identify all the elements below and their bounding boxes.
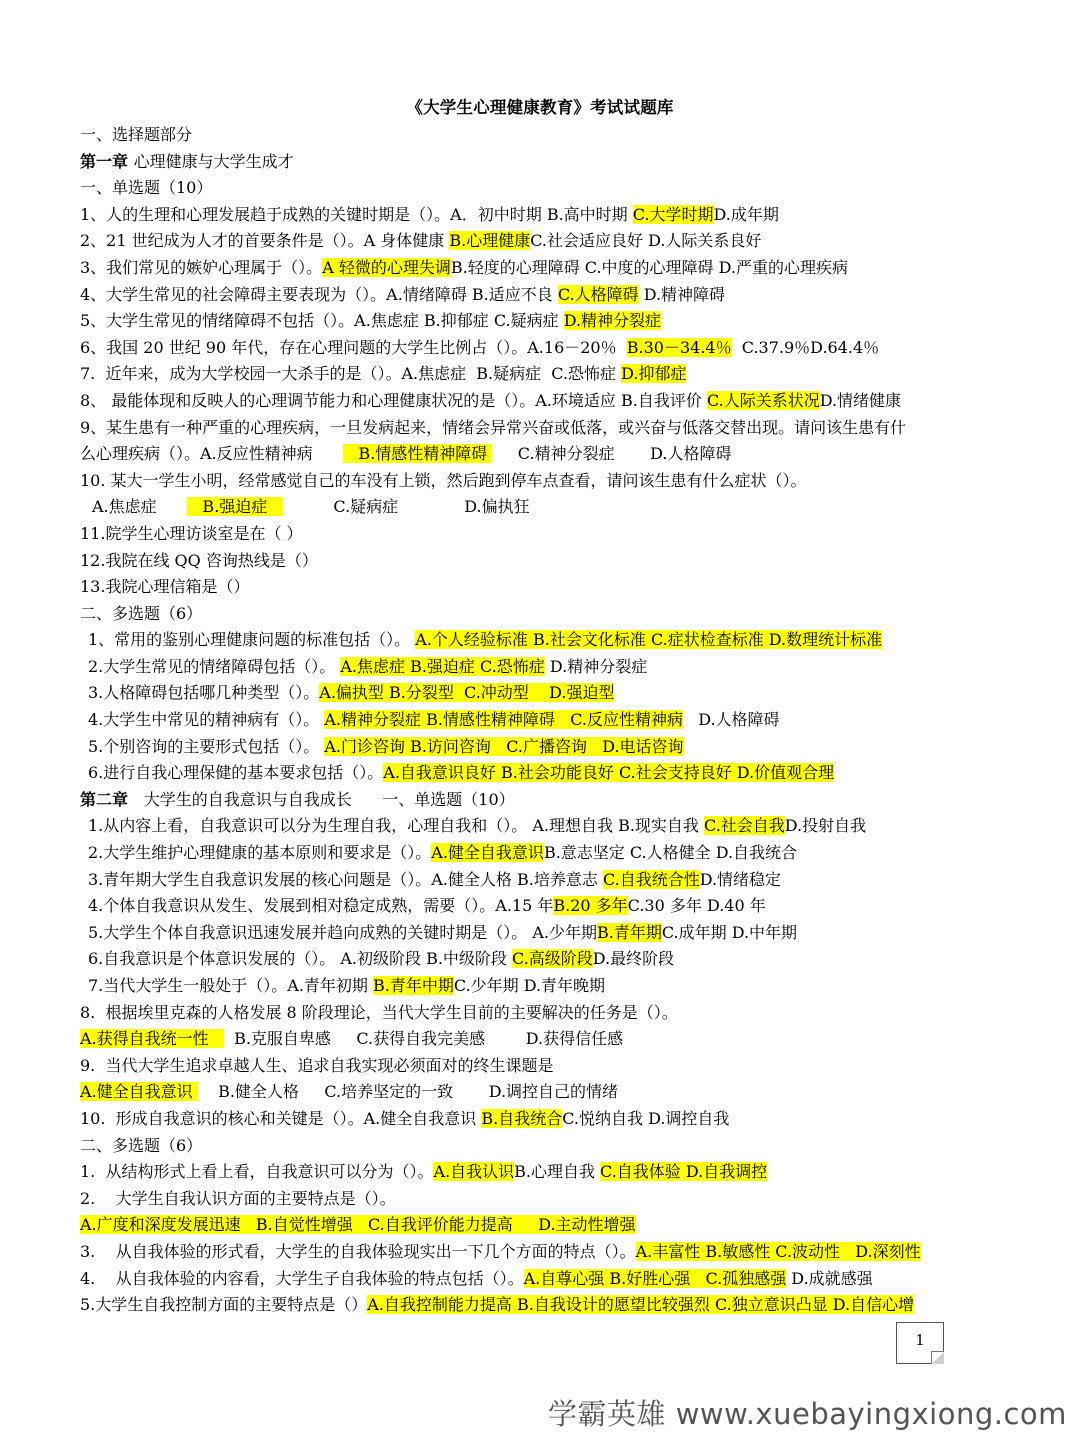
text-segment: 2.大学生常见的情绪障碍包括（）。	[88, 656, 341, 676]
text-line	[80, 760, 1010, 787]
text-segment: 10. 形成自我意识的核心和关键是（）。A.健全自我意识	[80, 1108, 482, 1128]
text-line	[80, 255, 1010, 282]
text-line	[80, 813, 1010, 840]
text-line	[80, 361, 1010, 388]
text-line	[80, 734, 1010, 761]
text-segment: 二、多选题（6）	[80, 1135, 203, 1155]
document-body	[80, 122, 1010, 1319]
highlighted-answer: B.青年中期	[373, 976, 454, 995]
text-segment: C.精神分裂症 D.人格障碍	[492, 444, 732, 464]
text-segment: B.意志坚定 C.人格健全 D.自我统合	[543, 843, 798, 863]
text-segment: 1、常用的鉴别心理健康问题的标准包括（）。	[88, 630, 416, 650]
text-segment: 2.大学生维护心理健康的基本原则和要求是（）。	[88, 843, 432, 863]
text-segment: 5、大学生常见的情绪障碍不包括（）。A.焦虑症 B.抑郁症 C.疑病症	[80, 311, 564, 331]
highlighted-answer: C.社会自我	[704, 816, 785, 836]
text-line	[80, 840, 1010, 867]
highlighted-answer: C.自我统合性	[602, 869, 700, 889]
text-segment: C.成年期 D.中年期	[661, 922, 798, 942]
text-segment: C.少年期 D.青年晚期	[453, 976, 606, 995]
text-line	[80, 415, 1010, 442]
highlighted-answer: D.抑郁症	[621, 364, 687, 384]
text-line	[80, 1000, 1010, 1027]
text-segment: 第二章	[80, 789, 134, 809]
text-segment: 13.我院心理信箱是（）	[80, 577, 250, 597]
text-line	[80, 601, 1010, 628]
text-segment: 4.个体自我意识从发生、发展到相对稳定成熟，需要（）。A.15 年	[88, 896, 554, 916]
text-segment: C.30 多年 D.40 年	[627, 896, 766, 916]
text-line	[80, 335, 1010, 362]
text-line	[80, 973, 1010, 1000]
text-segment: D.情绪健康	[819, 390, 902, 410]
text-segment: 3.青年期大学生自我意识发展的核心问题是（）。A.健全人格 B.培养意志	[88, 869, 603, 889]
text-line	[80, 1239, 1010, 1266]
text-segment: 2、21 世纪成为人才的首要条件是（）。A 身体健康	[80, 231, 450, 251]
text-segment: A.焦虑症	[92, 497, 188, 517]
highlighted-answer: A.门诊咨询 B.访问咨询 C.广播咨询 D.电话咨询	[324, 736, 684, 756]
text-line	[80, 1212, 1010, 1239]
text-segment: 1. 从结构形式上看上看，自我意识可以分为（）。	[80, 1162, 434, 1182]
text-segment: 心理健康与大学生成才	[133, 151, 294, 171]
text-segment: 10. 某大一学生小明，经常感觉自己的车没有上锁，然后跑到停车点查看，请问该生患有什么症状（）。	[80, 470, 807, 490]
text-line	[80, 1186, 1010, 1213]
text-segment: 6.自我意识是个体意识发展的（）。 A.初级阶段 B.中级阶段	[88, 949, 513, 969]
highlighted-answer: B.青年期	[597, 922, 662, 942]
text-segment: 二、多选题（6）	[80, 603, 203, 623]
text-line	[80, 680, 1010, 707]
text-segment: 1、人的生理和心理发展趋于成熟的关键时期是（）。A．初中时期 B.高中时期	[80, 204, 633, 224]
text-segment: 2. 大学生自我认识方面的主要特点是（）。	[80, 1188, 396, 1208]
highlighted-answer: A.获得自我统一性	[80, 1029, 224, 1049]
text-line	[80, 1266, 1010, 1293]
text-segment: 3. 从自我体验的形式看，大学生的自我体验现实出一下几个方面的特点（）。	[80, 1241, 636, 1261]
text-segment: 6.进行自我心理保健的基本要求包括（）。	[88, 763, 384, 783]
text-line	[80, 468, 1010, 495]
text-segment: D.精神分裂症	[544, 656, 648, 676]
text-line	[80, 202, 1010, 229]
text-segment: D.投射自我	[784, 816, 867, 836]
highlighted-answer: B.情感性精神障碍	[343, 444, 493, 464]
highlighted-answer: B.心理健康	[449, 231, 531, 251]
highlighted-answer: A.丰富性 B.敏感性 C.波动性 D.深刻性	[635, 1241, 921, 1261]
text-segment: 8. 根据埃里克森的人格发展 8 阶段理论，当代大学生目前的主要解决的任务是（）。	[80, 1002, 678, 1022]
text-segment: 3.人格障碍包括哪几种类型（）。	[88, 683, 320, 703]
highlighted-answer: C.人际关系状况	[706, 390, 820, 410]
text-line	[80, 441, 1010, 468]
highlighted-answer: A.广度和深度发展迅速 B.自觉性增强 C.自我评价能力提高 D.主动性增强	[80, 1215, 636, 1235]
text-segment: 3、我们常见的嫉妒心理属于（）。	[80, 257, 323, 277]
highlighted-answer: B.自我统合	[481, 1108, 563, 1128]
highlighted-answer: A.自尊心强 B.好胜心强 C.孤独感强	[523, 1268, 787, 1288]
highlighted-answer: A.自我控制能力提高 B.自我设计的愿望比较强烈 C.独立意识凸显 D.自信心增	[367, 1295, 915, 1315]
text-segment: 6、我国 20 世纪 90 年代，存在心理问题的大学生比例占（）。A.16－20％	[80, 337, 627, 357]
text-line	[80, 574, 1010, 601]
text-segment: B.克服自卑感 C.获得自我完美感 D.获得信任感	[223, 1029, 624, 1049]
text-segment: 9. 当代大学生追求卓越人生、追求自我实现必须面对的终生课题是	[80, 1055, 554, 1075]
highlighted-answer: A.个人经验标准 B.社会文化标准 C.症状检查标准 D.数理统计标准	[415, 630, 883, 650]
text-segment: 9、某生患有一种严重的心理疾病，一旦发病起来，情绪会异常兴奋或低落，或兴奋与低落交替出现。请问该生患有什	[80, 417, 907, 437]
text-segment: 4、大学生常见的社会障碍主要表现为（）。A.情绪障碍 B.适应不良	[80, 284, 558, 304]
text-segment: 5.大学生自我控制方面的主要特点是（）	[80, 1295, 368, 1315]
text-line	[80, 867, 1010, 894]
text-segment: D.精神障碍	[638, 284, 726, 304]
text-line	[80, 1026, 1010, 1053]
highlighted-answer: A.自我意识良好 B.社会功能良好 C.社会支持良好 D.价值观合理	[383, 763, 835, 783]
highlighted-answer: C.人格障碍	[557, 284, 639, 304]
text-segment: D.最终阶段	[592, 949, 675, 969]
text-line	[80, 946, 1010, 973]
text-segment: 么心理疾病（）。A.反应性精神病	[80, 444, 344, 464]
text-line	[80, 1079, 1010, 1106]
text-segment: D.情绪稳定	[699, 869, 782, 889]
highlighted-answer: A.健全自我意识	[431, 843, 544, 863]
text-line	[80, 175, 1010, 202]
text-line	[80, 920, 1010, 947]
text-line	[80, 228, 1010, 255]
highlighted-answer: A.自我认识	[433, 1162, 515, 1182]
text-segment: D.人格障碍	[682, 710, 780, 730]
text-line	[80, 122, 1010, 149]
text-segment: 11.院学生心理访谈室是在（ ）	[80, 523, 303, 543]
text-segment: C.37.9％D.64.4％	[731, 337, 880, 357]
text-segment: 7.当代大学生一般处于（）。A.青年初期	[88, 976, 373, 995]
highlighted-answer: A.健全自我意识	[80, 1082, 198, 1102]
text-segment: 5.大学生个体自我意识迅速发展并趋向成熟的关键时期是（）。 A.少年期	[88, 922, 597, 942]
text-segment: C.疑病症 D.偏执狂	[282, 497, 530, 517]
highlighted-answer: C.大学时期	[632, 204, 714, 224]
highlighted-answer: C.自我体验 D.自我调控	[600, 1162, 768, 1182]
text-line	[80, 787, 1010, 814]
text-line	[80, 627, 1010, 654]
text-segment: 8、 最能体现和反映人的心理调节能力和心理健康状况的是（）。A.环境适应 B.自我评价	[80, 390, 707, 410]
text-line	[80, 149, 1010, 176]
text-line	[80, 1106, 1010, 1133]
highlighted-answer: A.焦虑症 B.强迫症 C.恐怖症	[340, 656, 545, 676]
highlighted-answer: C.高级阶段	[512, 949, 593, 969]
text-segment: 第一章	[80, 151, 134, 171]
highlighted-answer: B.30－34.4％	[626, 337, 732, 357]
text-line	[80, 521, 1010, 548]
text-line	[80, 707, 1010, 734]
text-segment: 1.从内容上看，自我意识可以分为生理自我，心理自我和（）。 A.理想自我 B.现实自我	[88, 816, 705, 836]
text-line	[80, 308, 1010, 335]
text-segment: 5.个别咨询的主要形式包括（）。	[88, 736, 325, 756]
highlighted-answer: A.精神分裂症 B.情感性精神障碍 C.反应性精神病	[324, 710, 683, 730]
text-segment: D.成年期	[713, 204, 779, 224]
text-segment: 12.我院在线 QQ 咨询热线是（）	[80, 550, 318, 570]
text-line	[80, 1159, 1010, 1186]
text-segment: C.悦纳自我 D.调控自我	[562, 1108, 730, 1128]
text-line	[80, 654, 1010, 681]
text-segment: 4.大学生中常见的精神病有（）。	[88, 710, 325, 730]
text-line	[80, 1292, 1010, 1319]
highlighted-answer: A 轻微的心理失调	[322, 257, 451, 277]
text-line	[80, 1133, 1010, 1160]
watermark: 学霸英雄 www.xuebayingxiong.com	[548, 1397, 1067, 1431]
highlighted-answer: A.偏执型 B.分裂型 C.冲动型 D.强迫型	[319, 683, 615, 703]
text-segment: 4. 从自我体验的内容看，大学生子自我体验的特点包括（）。	[80, 1268, 524, 1288]
text-segment: 7. 近年来，成为大学校园一大杀手的是（）。A.焦虑症 B.疑病症 C.恐怖症	[80, 364, 622, 384]
text-line	[80, 893, 1010, 920]
text-line	[80, 282, 1010, 309]
text-segment: 一、选择题部分	[80, 125, 193, 144]
text-line	[80, 388, 1010, 415]
text-segment: C.社会适应良好 D.人际关系良好	[530, 231, 762, 251]
text-line	[80, 494, 1010, 521]
text-segment: D.成就感强	[786, 1268, 873, 1288]
text-segment: 一、单选题（10）	[80, 178, 213, 198]
document-title: 《大学生心理健康教育》考试试题库	[406, 98, 674, 117]
highlighted-answer: B.强迫症	[187, 497, 283, 517]
highlighted-answer: D.精神分裂症	[563, 311, 662, 331]
page-number: 1	[896, 1322, 944, 1364]
highlighted-answer: B.20 多年	[553, 896, 628, 916]
text-segment: B.轻度的心理障碍 C.中度的心理障碍 D.严重的心理疾病	[450, 257, 848, 277]
text-line	[80, 1053, 1010, 1080]
text-segment: B.心理自我	[514, 1162, 601, 1182]
text-segment: B.健全人格 C.培养坚定的一致 D.调控自己的情绪	[197, 1082, 619, 1102]
text-line	[80, 548, 1010, 575]
text-segment: 大学生的自我意识与自我成长 一、单选题（10）	[133, 789, 515, 809]
